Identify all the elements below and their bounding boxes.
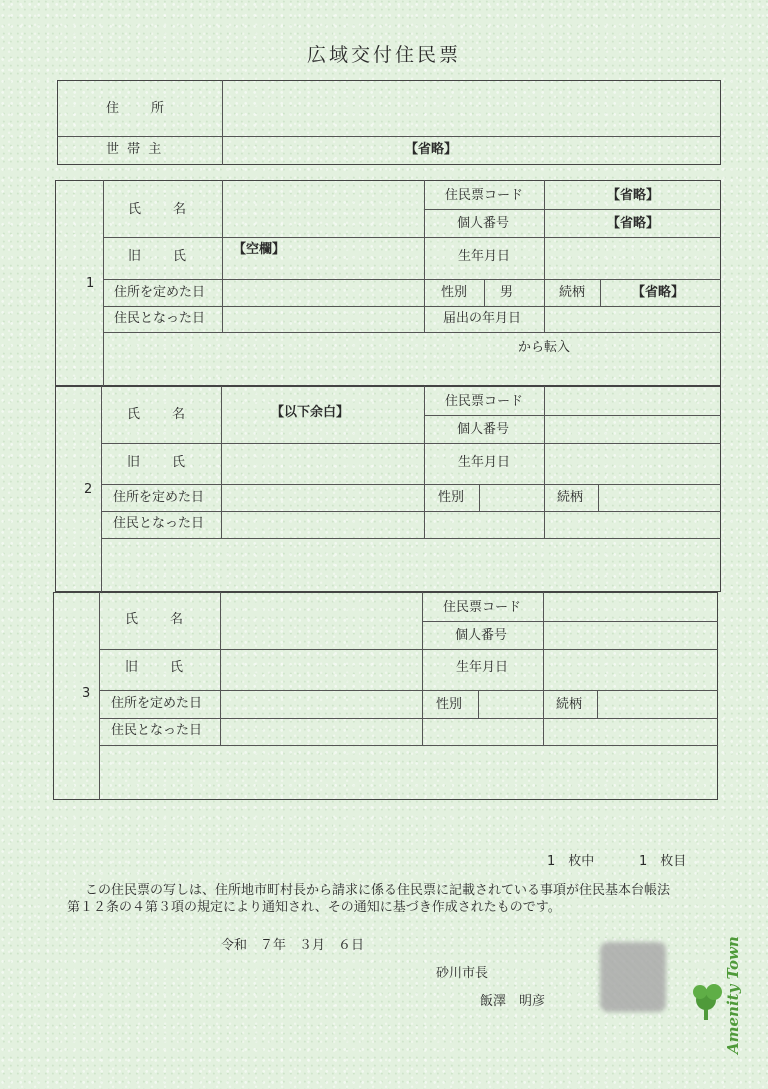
personal-number-label: 個人番号 — [457, 216, 510, 231]
remarks-value: から転入 — [518, 340, 571, 355]
row-divider — [103, 332, 721, 333]
gender-label: 性別 — [441, 285, 468, 300]
birth-date-label: 生年月日 — [458, 455, 511, 470]
personal-number-label: 個人番号 — [457, 422, 510, 437]
relation-label: 続柄 — [559, 285, 586, 300]
row-divider — [103, 237, 721, 238]
householder-value: 【省略】 — [405, 142, 458, 157]
relation-divider — [597, 690, 598, 718]
official-seal — [600, 942, 666, 1012]
value-column-divider — [424, 180, 425, 332]
gender-divider — [478, 690, 479, 718]
former-name-label: 旧 氏 — [127, 455, 188, 470]
certification-line-2: 第１２条の４第３項の規定により通知され、その通知に基づき作成されたものです。 — [67, 900, 561, 915]
header-divider — [222, 80, 223, 165]
issuer-title: 砂川市長 — [436, 966, 489, 981]
amenity-town-logo-icon — [690, 930, 750, 1060]
right-value-divider — [544, 180, 545, 332]
resident-code-value: 【省略】 — [607, 188, 660, 203]
row-divider — [101, 484, 721, 485]
index-column-divider — [103, 180, 104, 386]
address-label: 住 所 — [106, 101, 167, 116]
row-divider — [99, 649, 718, 650]
label-column-divider — [221, 386, 222, 538]
value-column-divider — [422, 592, 423, 745]
page-total: 1 枚中 — [547, 854, 595, 869]
gender-label: 性別 — [436, 697, 463, 712]
row-divider — [99, 745, 718, 746]
gender-value: 男 — [500, 285, 514, 300]
row-divider — [101, 443, 721, 444]
gender-divider — [479, 484, 480, 511]
name-label: 氏 名 — [128, 202, 189, 217]
row-divider — [101, 538, 721, 539]
issue-date: 令和 ７年 ３月 ６日 — [221, 938, 365, 953]
birth-date-label: 生年月日 — [456, 660, 509, 675]
label-column-divider — [222, 180, 223, 332]
residence-date-label: 住所を定めた日 — [111, 696, 203, 711]
page-title: 広域交付住民票 — [306, 44, 461, 66]
name-label: 氏 名 — [125, 612, 186, 627]
issuer-name: 飯澤 明彦 — [480, 994, 546, 1009]
former-name-label: 旧 氏 — [128, 249, 189, 264]
resident-date-label: 住民となった日 — [111, 723, 203, 738]
relation-divider — [600, 279, 601, 306]
row-divider — [99, 690, 718, 691]
residence-date-label: 住所を定めた日 — [114, 285, 206, 300]
notification-date-label: 届出の年月日 — [443, 311, 522, 326]
personal-number-label: 個人番号 — [455, 628, 508, 643]
name-label: 氏 名 — [127, 407, 188, 422]
householder-label: 世 帯 主 — [106, 142, 164, 157]
resident-code-label: 住民票コード — [445, 394, 524, 409]
former-name-label: 旧 氏 — [125, 660, 186, 675]
person-index: 1 — [86, 276, 95, 291]
person-index: 3 — [82, 686, 91, 701]
index-column-divider — [101, 386, 102, 592]
relation-value: 【省略】 — [632, 285, 685, 300]
name-value: 【以下余白】 — [271, 405, 350, 420]
gender-label: 性別 — [438, 490, 465, 505]
row-divider — [103, 306, 721, 307]
page-current: 1 枚目 — [639, 854, 687, 869]
row-divider — [424, 209, 721, 210]
gender-divider — [484, 279, 485, 306]
resident-code-label: 住民票コード — [443, 600, 522, 615]
index-column-divider — [99, 592, 100, 800]
relation-divider — [598, 484, 599, 511]
relation-label: 続柄 — [557, 490, 584, 505]
right-value-divider — [544, 386, 545, 538]
residence-date-label: 住所を定めた日 — [113, 490, 205, 505]
resident-code-label: 住民票コード — [445, 188, 524, 203]
birth-date-label: 生年月日 — [458, 249, 511, 264]
row-divider — [424, 415, 721, 416]
certification-line-1: この住民票の写しは、住所地市町村長から請求に係る住民票に記載されている事項が住民基本台帳法 — [85, 883, 671, 898]
resident-date-label: 住民となった日 — [114, 311, 206, 326]
header-divider — [57, 136, 721, 137]
personal-number-value: 【省略】 — [607, 216, 660, 231]
relation-label: 続柄 — [556, 697, 583, 712]
value-column-divider — [424, 386, 425, 538]
row-divider — [103, 279, 721, 280]
row-divider — [99, 718, 718, 719]
row-divider — [101, 511, 721, 512]
label-column-divider — [220, 592, 221, 745]
right-value-divider — [543, 592, 544, 745]
resident-date-label: 住民となった日 — [113, 516, 205, 531]
former-name-value: 【空欄】 — [233, 242, 286, 257]
row-divider — [422, 621, 718, 622]
person-index: 2 — [84, 482, 93, 497]
logo-text: Amenity Town — [724, 936, 742, 1054]
